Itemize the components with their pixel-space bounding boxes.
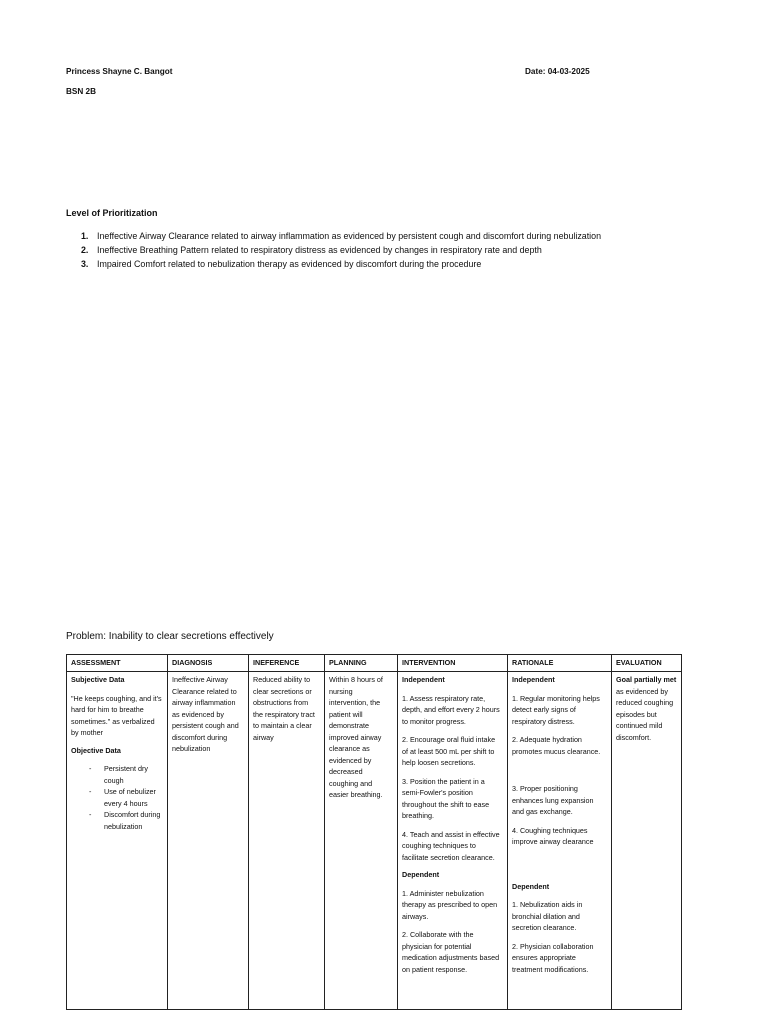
list-number: 1. [81, 231, 89, 241]
list-item [81, 229, 601, 243]
rationale-cell [508, 672, 612, 1010]
nursing-care-plan-table [66, 654, 682, 1010]
objective-title: Objective Data [71, 745, 121, 755]
intervention-dependent-title: Dependent [402, 870, 440, 879]
planning-cell: Within 8 hours of nursing intervention, the patient will demonstrate improved airway clearance as evidenced by decreased coughing and easier breathing. [325, 672, 398, 1010]
course-section: BSN 2B [66, 87, 97, 96]
subjective-text: "He keeps coughing, and it's hard for him to breathe sometimes." as verbalized by mother [71, 693, 162, 737]
header-planning: PLANNING [325, 655, 398, 672]
list-number: 3. [81, 259, 89, 269]
rationale-item: 1. Regular monitoring helps detect early signs of respiratory distress. [512, 693, 600, 726]
header-rationale: RATIONALE [508, 655, 612, 672]
list-item [81, 257, 601, 271]
intervention-item: 2. Collaborate with the physician for potential medication adjustments based on patient response. [402, 930, 500, 974]
rationale-dependent-title: Dependent [512, 881, 550, 891]
student-name: Princess Shayne C. Bangot [66, 67, 173, 76]
rationale-independent-title: Independent [512, 675, 555, 684]
rationale-item: 2. Adequate hydration promotes mucus clearance. [512, 735, 601, 756]
rationale-item: 3. Proper positioning enhances lung expansion and gas exchange. [512, 784, 594, 816]
rationale-item: 2. Physician collaboration ensures appropriate treatment modifications. [512, 941, 594, 974]
evaluation-text: as evidenced by reduced coughing episodes but continued mild discomfort. [616, 686, 674, 742]
header-diagnosis: DIAGNOSIS [168, 655, 249, 672]
document-date: Date: 04-03-2025 [525, 67, 590, 76]
list-item: - Persistent dry cough [71, 763, 163, 786]
evaluation-goal-status: Goal partially met [616, 675, 677, 684]
intervention-cell [398, 672, 508, 1010]
objective-list [71, 763, 163, 832]
list-item: - Discomfort during nebulization [71, 809, 163, 832]
table-row [67, 672, 682, 1010]
prioritization-title: Level of Prioritization [66, 208, 158, 218]
diagnosis-cell: Ineffective Airway Clearance related to airway inflammation as evidenced by persistent cough and discomfort during nebulization [168, 672, 249, 1010]
list-text: Ineffective Breathing Pattern related to respiratory distress as evidenced by changes in respiratory rate and depth [97, 245, 542, 255]
rationale-item: 1. Nebulization aids in bronchial dilation and secretion clearance. [512, 900, 583, 932]
intervention-item: 1. Assess respiratory rate, depth, and effort every 2 hours to monitor progress. [402, 693, 500, 726]
list-item: - Use of nebulizer every 4 hours [71, 786, 163, 809]
evaluation-cell [612, 672, 682, 1010]
header-evaluation: EVALUATION [612, 655, 682, 672]
header-assessment: ASSESSMENT [67, 655, 168, 672]
list-text: Impaired Comfort related to nebulization therapy as evidenced by discomfort during the procedure [97, 259, 482, 269]
rationale-item: 4. Coughing techniques improve airway clearance [512, 825, 594, 846]
intervention-item: 2. Encourage oral fluid intake of at least 500 mL per shift to help loosen secretions. [402, 735, 496, 767]
list-number: 2. [81, 245, 89, 255]
table-header-row [67, 655, 682, 672]
intervention-item: 3. Position the patient in a semi-Fowler's position throughout the shift to ease breathing. [402, 776, 490, 820]
intervention-item: 1. Administer nebulization therapy as prescribed to open airways. [402, 888, 498, 921]
intervention-item: 4. Teach and assist in effective coughing techniques to facilitate secretion clearance. [402, 829, 500, 862]
inference-cell: Reduced ability to clear secretions or obstructions from the respiratory tract to maintain a clear airway [249, 672, 325, 1010]
assessment-cell [67, 672, 168, 1010]
subjective-title: Subjective Data [71, 675, 125, 684]
list-text: Ineffective Airway Clearance related to airway inflammation as evidenced by persistent cough and discomfort during nebulization [97, 231, 602, 241]
problem-statement: Problem: Inability to clear secretions effectively [66, 631, 274, 642]
intervention-independent-title: Independent [402, 675, 445, 684]
list-item [81, 243, 601, 257]
header-inference: INEFERENCE [249, 655, 325, 672]
prioritization-list [81, 229, 601, 271]
header-intervention: INTERVENTION [398, 655, 508, 672]
